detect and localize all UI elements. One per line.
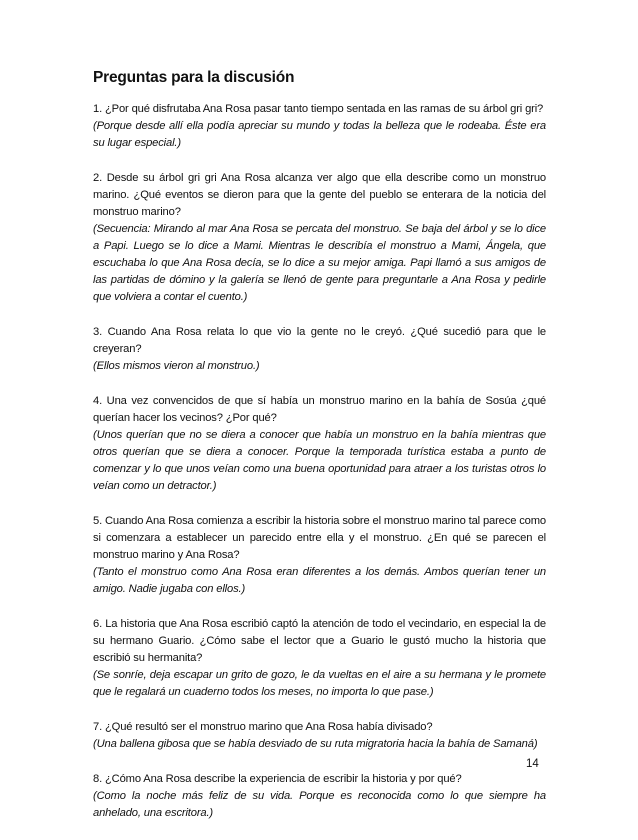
answer-text: (Se sonríe, deja escapar un grito de gozo, le da vueltas en el aire a su hermana y le promete que le regalará un cuaderno todos los meses, no importa lo que pase.) (93, 669, 546, 698)
question-text: 2. Desde su árbol gri gri Ana Rosa alcanza ver algo que ella describe como un monstruo marino. ¿Qué eventos se dieron para que la gente del pueblo se enterara de la noticia del monstruo marino? (93, 172, 546, 218)
question-block-5 (93, 513, 546, 598)
question-block-1 (93, 101, 546, 152)
question-block-6 (93, 616, 546, 701)
document-page (93, 68, 546, 840)
question-block-8 (93, 771, 546, 822)
answer-text: (Como la noche más feliz de su vida. Porque es reconocida como lo que siempre ha anhelado, una escritora.) (93, 790, 546, 819)
answer-text: (Secuencia: Mirando al mar Ana Rosa se percata del monstruo. Se baja del árbol y se lo dice a Papi. Luego se lo dice a Mami. Mientras le describía el monstruo a Mami, Ángela, que escuchaba lo que Ana Rosa decía, se lo dice a su mejor amiga. Papi llamó a sus amigos de las partidas de dómino y la galería se llenó de gente para preguntarle a Ana Rosa y pedirle que volviera a contar el cuento.) (93, 223, 546, 303)
answer-text: (Unos querían que no se diera a conocer que había un monstruo en la bahía mientras que otros querían que se diera a conocer. Porque la temporada turística estaba a punto de comenzar y lo que unos veían como una buena oportunidad para atraer a los turistas otros lo veían como un detractor.) (93, 429, 546, 492)
question-block-7 (93, 719, 546, 753)
question-block-2 (93, 170, 546, 306)
page-number: 14 (526, 758, 539, 770)
question-text: 3. Cuando Ana Rosa relata lo que vio la gente no le creyó. ¿Qué sucedió para que le creyeran? (93, 326, 546, 355)
question-text: 1. ¿Por qué disfrutaba Ana Rosa pasar tanto tiempo sentada en las ramas de su árbol gri gri? (93, 103, 544, 115)
answer-text: (Una ballena gibosa que se había desviado de su ruta migratoria hacia la bahía de Samaná) (93, 738, 538, 750)
answer-text: (Porque desde allí ella podía apreciar su mundo y todas la belleza que le rodeaba. Éste era su lugar especial.) (93, 120, 546, 149)
question-text: 7. ¿Qué resultó ser el monstruo marino que Ana Rosa había divisado? (93, 721, 433, 733)
question-block-3 (93, 324, 546, 375)
answer-text: (Ellos mismos vieron al monstruo.) (93, 360, 260, 372)
question-text: 5. Cuando Ana Rosa comienza a escribir la historia sobre el monstruo marino tal parece como si comenzara a establecer un parecido entre ella y el monstruo. ¿En qué se parecen el monstruo marino y Ana Rosa? (93, 515, 546, 561)
question-text: 8. ¿Cómo Ana Rosa describe la experiencia de escribir la historia y por qué? (93, 773, 462, 785)
question-text: 6. La historia que Ana Rosa escribió captó la atención de todo el vecindario, en especial la de su hermano Guario. ¿Cómo sabe el lector que a Guario le gustó mucho la historia que escribió su hermanita? (93, 618, 546, 664)
answer-text: (Tanto el monstruo como Ana Rosa eran diferentes a los demás. Ambos querían tener un amigo. Nadie jugaba con ellos.) (93, 566, 546, 595)
page-title: Preguntas para la discusión (93, 69, 295, 86)
question-block-4 (93, 393, 546, 495)
question-text: 4. Una vez convencidos de que sí había un monstruo marino en la bahía de Sosúa ¿qué querían hacer los vecinos? ¿Por qué? (93, 395, 546, 424)
